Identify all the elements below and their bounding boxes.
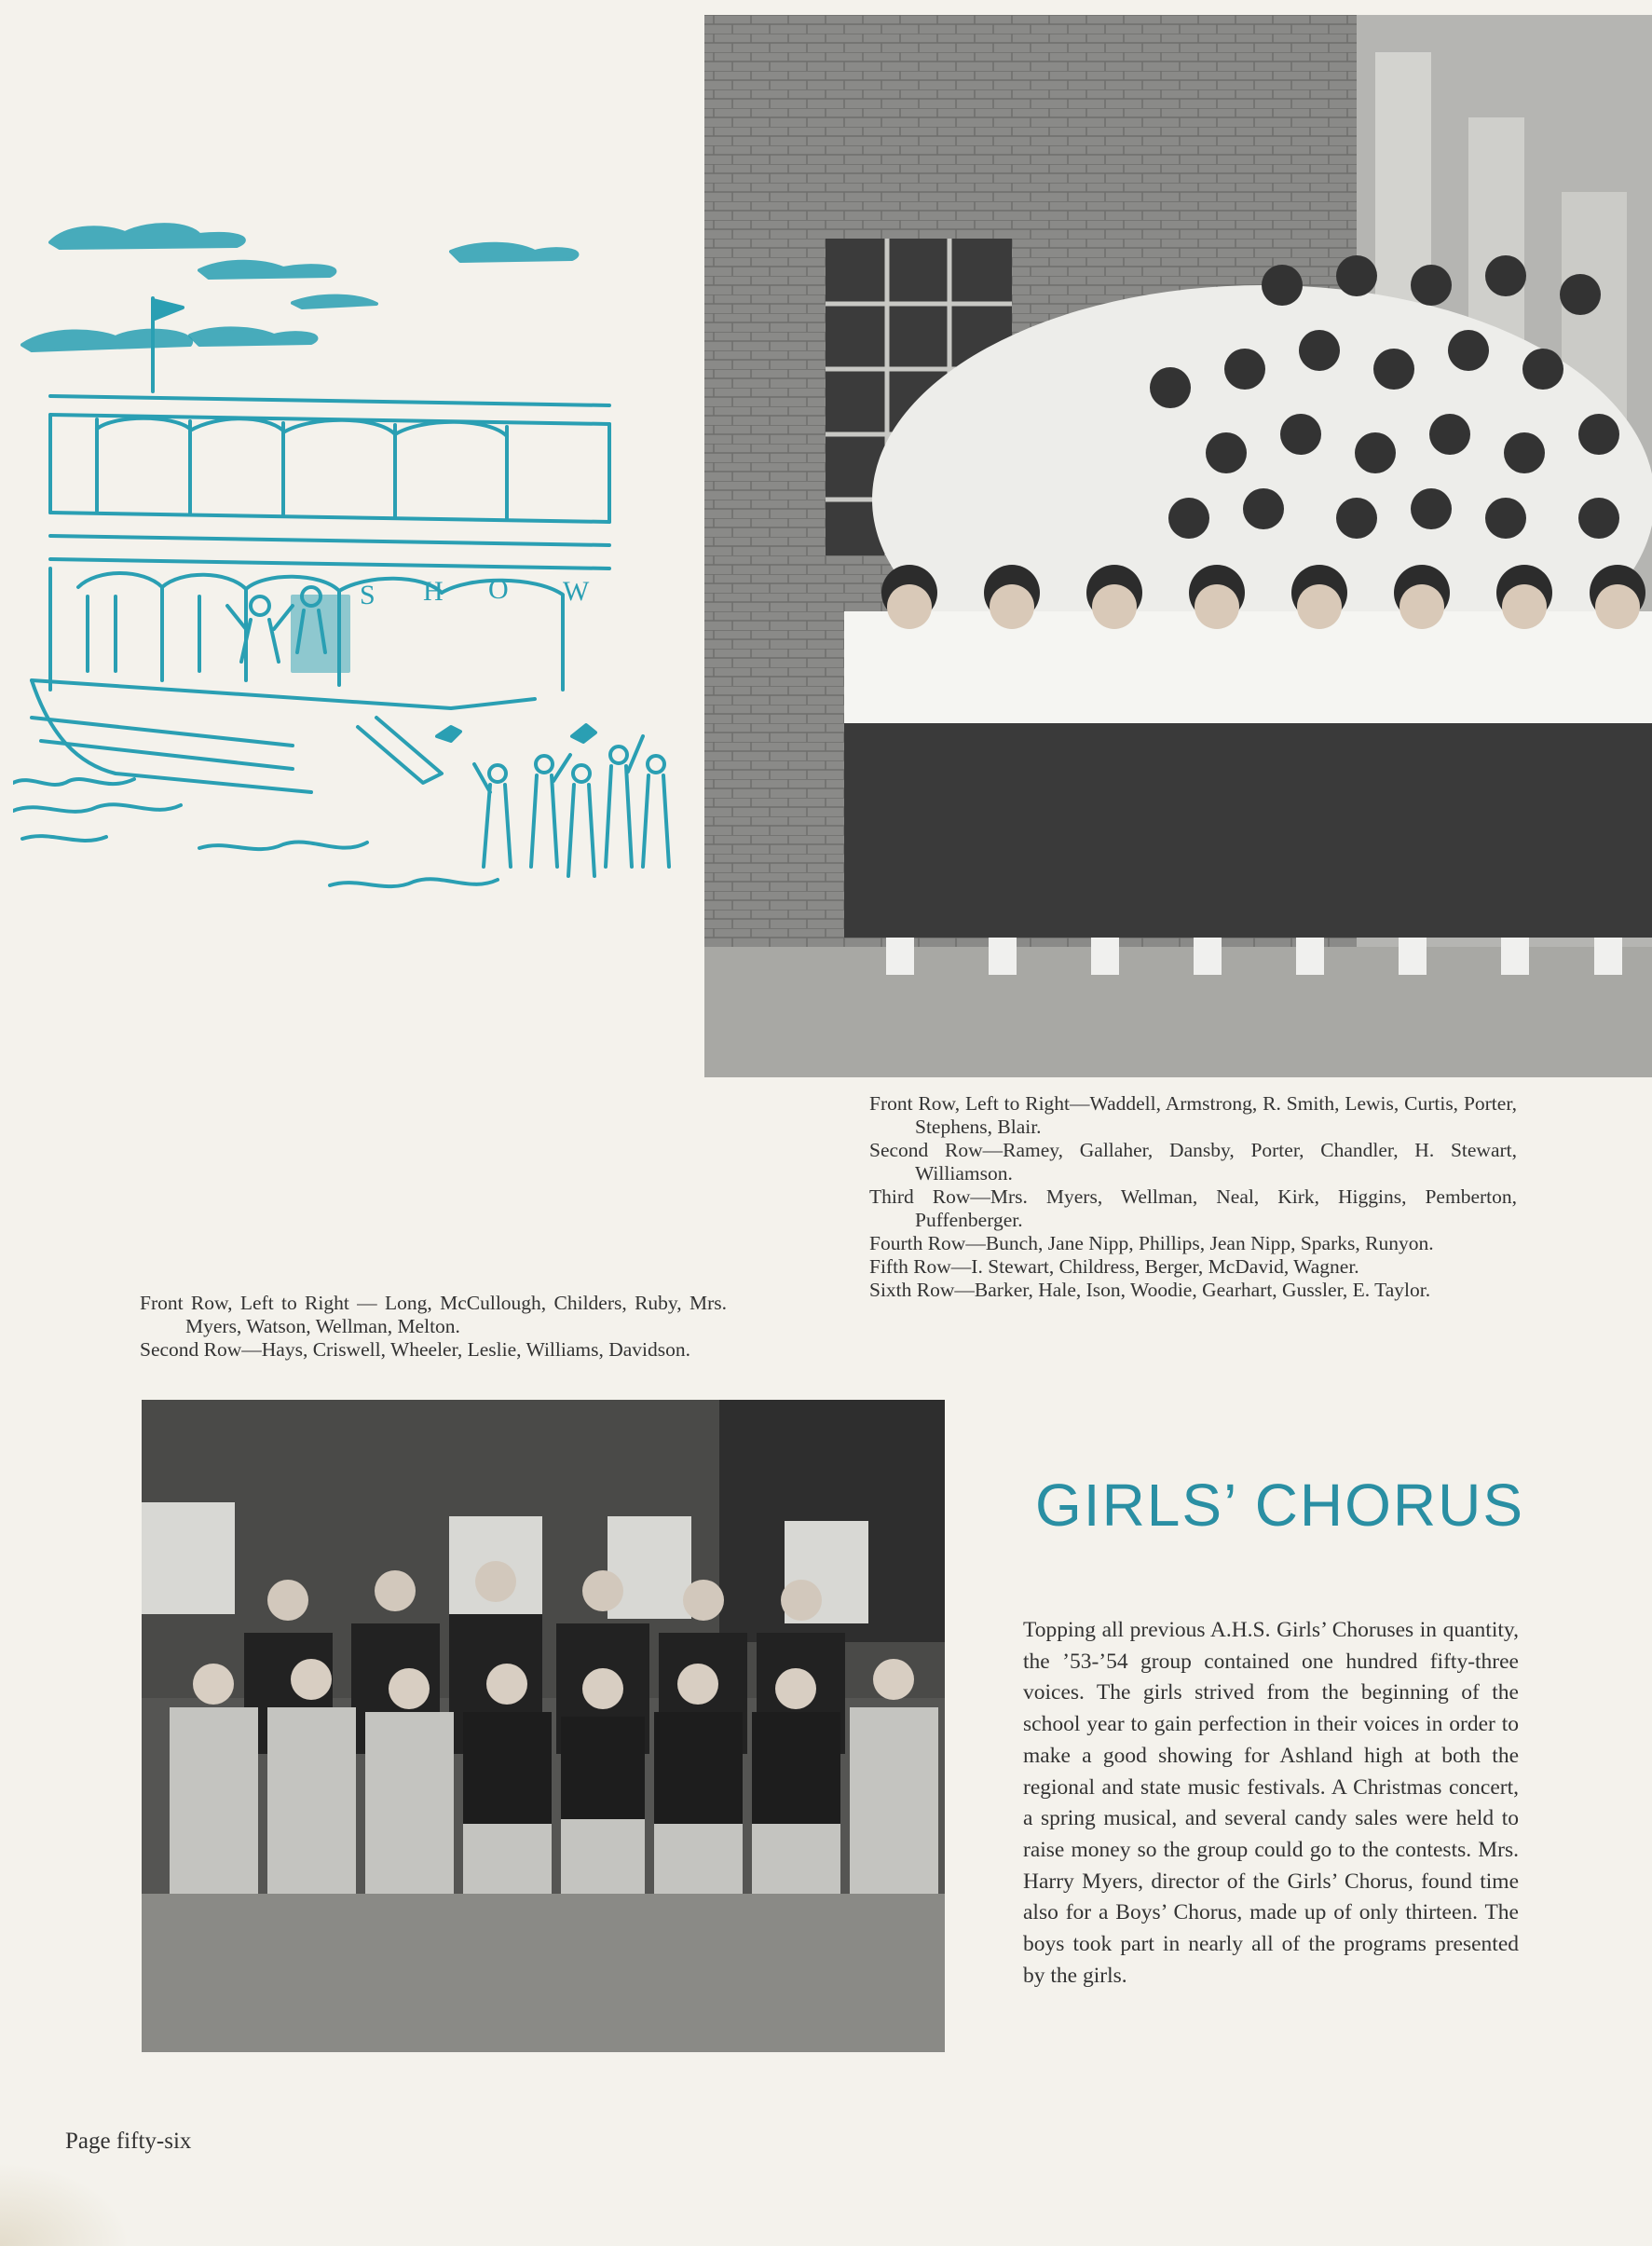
sign-letter-o: O	[488, 574, 509, 605]
showboat-illustration	[13, 214, 693, 932]
girls-caption-row: Front Row, Left to Right—Waddell, Armstrong, R. Smith, Lewis, Curtis, Porter, Stephens, Blair.	[869, 1092, 1517, 1138]
page-number: Page fifty-six	[65, 2129, 192, 2154]
page-stain	[0, 2162, 130, 2246]
girls-caption-row: Second Row—Ramey, Gallaher, Dansby, Porter, Chandler, H. Stewart, Williamson.	[869, 1139, 1517, 1185]
sign-letter-w: W	[563, 576, 590, 607]
sign-letter-h: H	[423, 576, 444, 607]
girls-caption-row: Sixth Row—Barker, Hale, Ison, Woodie, Gearhart, Gussler, E. Taylor.	[869, 1279, 1431, 1301]
girls-caption-row: Fifth Row—I. Stewart, Childress, Berger, McDavid, Wagner.	[869, 1255, 1359, 1278]
boys-caption-row: Front Row, Left to Right — Long, McCullough, Childers, Ruby, Mrs. Myers, Watson, Wellman, Melton.	[140, 1292, 727, 1337]
sign-letter-s: S	[360, 580, 375, 610]
girls-chorus-photo	[704, 15, 1652, 1077]
boys-photo-caption	[140, 1292, 727, 1362]
girls-caption-row: Fourth Row—Bunch, Jane Nipp, Phillips, Jean Nipp, Sparks, Runyon.	[869, 1232, 1434, 1254]
boys-caption-row: Second Row—Hays, Criswell, Wheeler, Leslie, Williams, Davidson.	[140, 1338, 691, 1361]
girls-photo-caption	[869, 1092, 1517, 1302]
girls-caption-row: Third Row—Mrs. Myers, Wellman, Neal, Kirk, Higgins, Pemberton, Puffenberger.	[869, 1185, 1517, 1231]
boys-chorus-photo	[142, 1400, 945, 2052]
section-title: GIRLS’ CHORUS	[1035, 1472, 1525, 1539]
section-body-text: Topping all previous A.H.S. Girls’ Choruses in quantity, the ’53-’54 group contained one hundred fifty-three voices. The girls strived from the beginning of the school year to gain perfection in their voices in order to make a good showing for Ashland high at both the regional and state music festivals. A Christmas concert, a spring musical, and several candy sales were held to raise money so the group could go to the contests. Mrs. Harry Myers, director of the Girls’ Chorus, found time also for a Boys’ Chorus, made up of only thirteen. The boys took part in nearly all of the programs presented by the girls.	[1023, 1618, 1519, 1988]
